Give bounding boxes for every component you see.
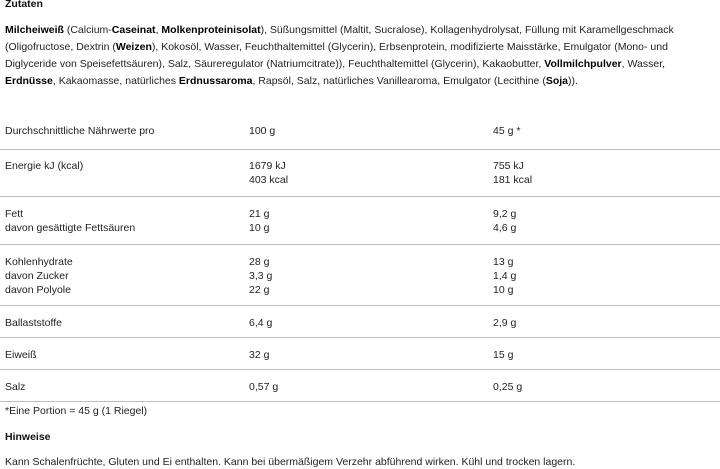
nutrient-label: Kohlenhydrate: [5, 256, 73, 268]
ingredients-text: [5, 22, 717, 90]
value-per-100g: 10 g: [249, 222, 270, 234]
nutrient-label: Ballaststoffe: [5, 317, 63, 329]
value-per-100g: 3,3 g: [249, 270, 273, 282]
value-per-portion: 10 g: [493, 284, 514, 296]
ingredient-text: (Calcium-: [63, 24, 112, 36]
nutrient-label: Eiweiß: [5, 349, 37, 361]
table-divider: [0, 149, 720, 150]
value-per-portion: 1,4 g: [493, 270, 517, 282]
value-per-portion: 13 g: [493, 256, 514, 268]
table-divider: [0, 196, 720, 197]
nutrient-label: davon Zucker: [5, 270, 69, 282]
ingredient-text: , Kakaomasse, natürliches: [52, 75, 179, 87]
table-header-label: Durchschnittliche Nährwerte pro: [5, 125, 155, 137]
serving-footnote: *Eine Portion = 45 g (1 Riegel): [5, 405, 148, 417]
value-per-portion: 9,2 g: [493, 208, 517, 220]
table-header-per-100g: 100 g: [249, 125, 276, 137]
value-per-portion: 181 kcal: [493, 174, 533, 186]
value-per-100g: 1679 kJ: [249, 160, 286, 172]
value-per-portion: 2,9 g: [493, 317, 517, 329]
notes-heading: Hinweise: [5, 431, 51, 443]
ingredient-text: , Wasser,: [621, 58, 666, 70]
allergen-term: Vollmilchpulver: [544, 58, 622, 70]
allergen-term: Milcheiweiß: [5, 24, 64, 36]
value-per-100g: 22 g: [249, 284, 270, 296]
value-per-100g: 32 g: [249, 349, 270, 361]
nutrient-label: davon Polyole: [5, 284, 71, 296]
table-divider: [0, 337, 720, 338]
ingredient-text: ), Süßungsmittel (Maltit, Sucralose), Kollagenhydrolysat, Füllung mit Karamellgeschmack (Oligofructose, Dextrin (: [5, 24, 674, 53]
ingredient-text: )).: [568, 75, 578, 87]
value-per-portion: 4,6 g: [493, 222, 517, 234]
nutrient-label: Energie kJ (kcal): [5, 160, 84, 172]
allergen-term: Caseinat: [111, 24, 156, 36]
value-per-100g: 21 g: [249, 208, 270, 220]
nutrient-label: Fett: [5, 208, 24, 220]
allergen-term: Weizen: [115, 41, 152, 53]
allergen-term: Soja: [545, 75, 568, 87]
allergen-term: Molkenproteinisolat: [161, 24, 261, 36]
ingredient-text: ,: [155, 24, 162, 36]
table-divider: [0, 305, 720, 306]
table-divider: [0, 244, 720, 245]
value-per-100g: 0,57 g: [249, 381, 279, 393]
notes-text: Kann Schalenfrüchte, Gluten und Ei enthalten. Kann bei übermäßigem Verzehr abführend wirken. Kühl und trocken lagern.: [5, 456, 576, 468]
value-per-100g: 6,4 g: [249, 317, 273, 329]
nutrient-label: Salz: [5, 381, 26, 393]
allergen-term: Erdnüsse: [5, 75, 53, 87]
value-per-100g: 403 kcal: [249, 174, 289, 186]
ingredient-text: , Rapsöl, Salz, natürliches Vanillearoma, Emulgator (Lecithine (: [252, 75, 546, 87]
allergen-term: Erdnussaroma: [178, 75, 253, 87]
value-per-portion: 755 kJ: [493, 160, 524, 172]
value-per-100g: 28 g: [249, 256, 270, 268]
value-per-portion: 0,25 g: [493, 381, 523, 393]
table-divider: [0, 401, 720, 402]
ingredient-text: ), Kokosöl, Wasser, Feuchthaltemittel (Glycerin), Erbsenprotein, modifizierte Maisstärke, Emulgator (Mono- und Diglyceride von Speisefettsäuren), Salz, Säureregulator (Natriumcitrate)), Feuchthaltemittel (Glycerin), Kakaobutter,: [5, 41, 668, 70]
ingredients-heading: Zutaten: [5, 0, 43, 10]
value-per-portion: 15 g: [493, 349, 514, 361]
table-divider: [0, 369, 720, 370]
nutrient-label: davon gesättigte Fettsäuren: [5, 222, 136, 234]
table-header-per-portion: 45 g *: [493, 125, 521, 137]
